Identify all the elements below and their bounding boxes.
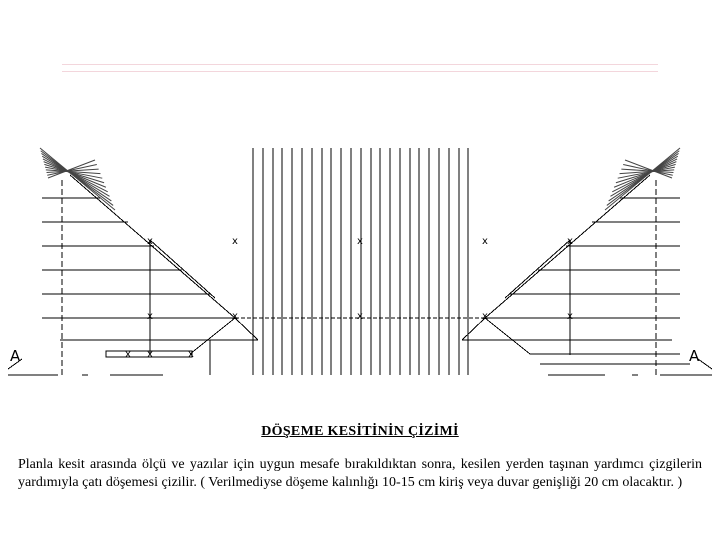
intersection-marker: x bbox=[567, 311, 573, 322]
intersection-marker: x bbox=[188, 349, 194, 360]
eave-diagonal-left bbox=[190, 318, 235, 354]
intersection-marker: x bbox=[232, 311, 238, 322]
intersection-marker: x bbox=[147, 311, 153, 322]
hatch-line-right bbox=[618, 167, 675, 178]
intersection-marker: x bbox=[567, 236, 573, 247]
intersection-marker: x bbox=[482, 311, 488, 322]
hatch-line-left bbox=[43, 159, 108, 192]
hatch-line-right bbox=[609, 153, 679, 200]
section-label-right: A bbox=[689, 347, 700, 365]
hatch-line-left bbox=[45, 167, 102, 178]
roof-slope-inner-right bbox=[505, 240, 570, 298]
intersection-marker: x bbox=[147, 349, 153, 360]
intersection-marker: x bbox=[357, 236, 363, 247]
intersection-marker: x bbox=[147, 236, 153, 247]
eave-diagonal-right bbox=[485, 318, 530, 354]
hatch-line-left bbox=[41, 153, 111, 200]
intersection-marker: x bbox=[482, 236, 488, 247]
intersection-marker: x bbox=[125, 349, 131, 360]
section-title: DÖŞEME KESİTİNİN ÇİZİMİ bbox=[261, 424, 459, 439]
section-arrow-right bbox=[698, 359, 712, 369]
intersection-marker: x bbox=[357, 311, 363, 322]
section-label-left: A bbox=[10, 347, 21, 365]
roof-slope-left bbox=[235, 318, 258, 340]
description-paragraph: Planla kesit arasında ölçü ve yazılar için uygun mesafe bırakıldıktan sonra, kesilen yerden taşınan yardımcı çizgilerin yardımıyla çatı döşemesi çizilir. ( Verilmediyse döşeme kalınlığı 10-15 cm kiriş veya duvar genişliği 20 cm olacaktır. ) bbox=[18, 457, 702, 490]
hatch-line-right bbox=[612, 159, 677, 192]
roof-slope-inner-left bbox=[150, 240, 215, 298]
intersection-marker: x bbox=[232, 236, 238, 247]
